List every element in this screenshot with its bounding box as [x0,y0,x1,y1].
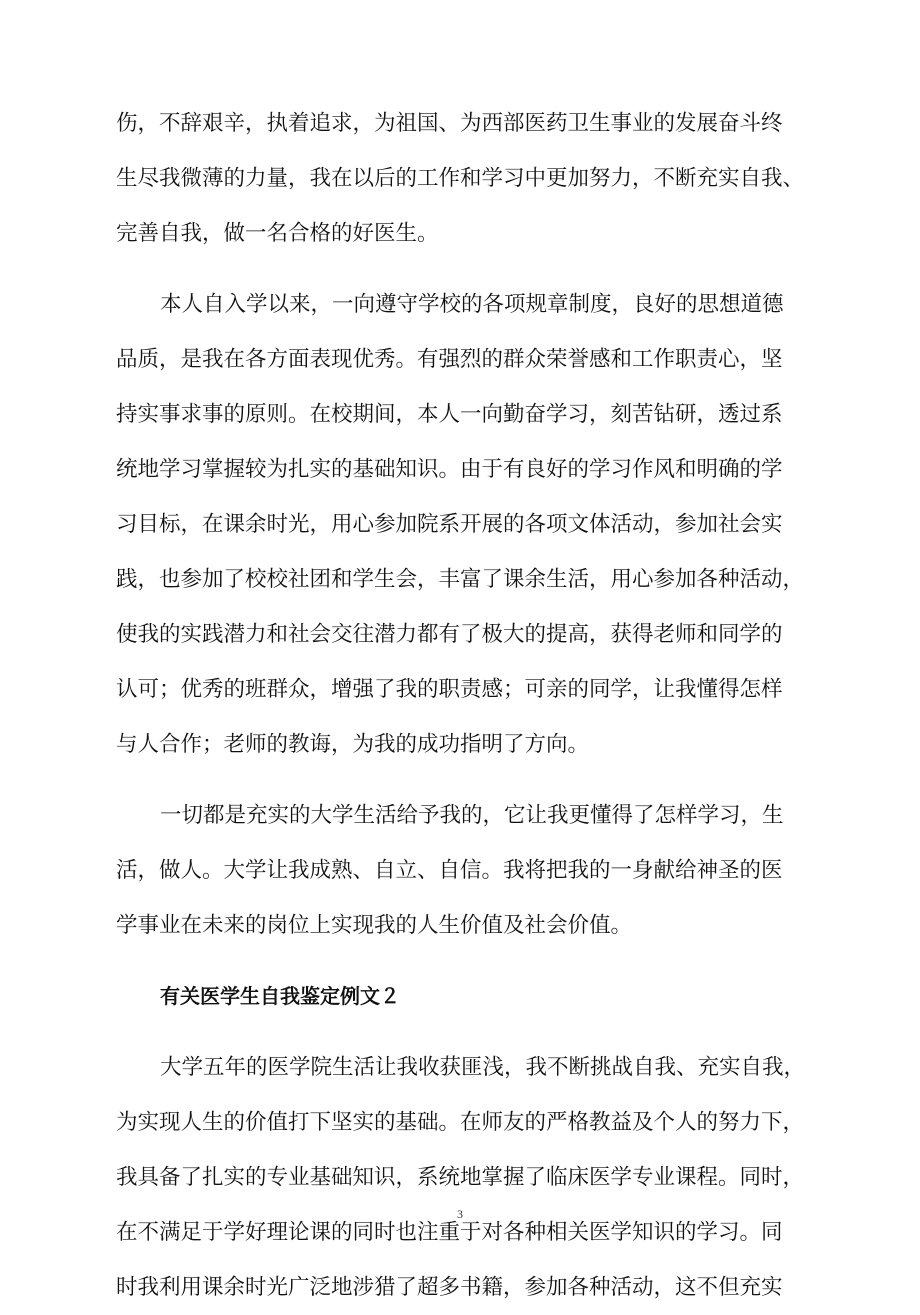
text-line: 活，做人。大学让我成熟、自立、自信。我将把我的一身献给神圣的医 [116,858,783,883]
text-line: 为实现人生的价值打下坚实的基础。在师友的严格教益及个人的努力下， [116,1110,805,1135]
text-line: 习目标，在课余时光，用心参加院系开展的各项文体活动，参加社会实 [116,512,783,537]
text-line: 一切都是充实的大学生活给予我的，它让我更懂得了怎样学习，生 [160,803,784,828]
text-line: 我具备了扎实的专业基础知识，系统地掌握了临床医学专业课程。同时， [116,1165,805,1190]
paragraph [116,96,806,261]
text-line: 在不满足于学好理论课的同时也注重于对各种相关医学知识的学习。同 [116,1220,783,1245]
text-line: 践，也参加了校校社团和学生会，丰富了课余生活，用心参加各种活动， [116,567,805,592]
page-number: 3 [457,1207,463,1221]
text-line: 完善自我，做一名合格的好医生。 [116,221,439,246]
text-line: 使我的实践潜力和社会交往潜力都有了极大的提高，获得老师和同学的 [116,622,783,647]
text-line: 与人合作；老师的教诲，为我的成功指明了方向。 [116,732,590,757]
paragraph [116,1040,806,1315]
text-line: 品质，是我在各方面表现优秀。有强烈的群众荣誉感和工作职责心，坚 [116,347,783,372]
text-line: 生尽我微薄的力量，我在以后的工作和学习中更加努力，不断充实自我、 [116,166,805,191]
text-line: 学事业在未来的岗位上实现我的人生价值及社会价值。 [116,913,633,938]
text-line: 时我利用课余时光广泛地涉猎了超多书籍，参加各种活动，这不但充实 [116,1275,783,1300]
text-line: 伤，不辞艰辛，执着追求，为祖国、为西部医药卫生事业的发展奋斗终 [116,111,783,136]
document-body [116,96,806,1315]
section-heading: 有关医学生自我鉴定例文２ [160,984,400,1008]
paragraph [116,277,806,772]
text-line: 持实事求事的原则。在校期间，本人一向勤奋学习，刻苦钻研，透过系 [116,402,783,427]
text-line: 本人自入学以来，一向遵守学校的各项规章制度，良好的思想道德 [160,292,784,317]
text-line: 大学五年的医学院生活让我收获匪浅，我不断挑战自我、充实自我， [160,1055,806,1080]
text-line: 认可；优秀的班群众，增强了我的职责感；可亲的同学，让我懂得怎样 [116,677,783,702]
paragraph [116,788,806,953]
text-line: 统地学习掌握较为扎实的基础知识。由于有良好的学习作风和明确的学 [116,457,783,482]
